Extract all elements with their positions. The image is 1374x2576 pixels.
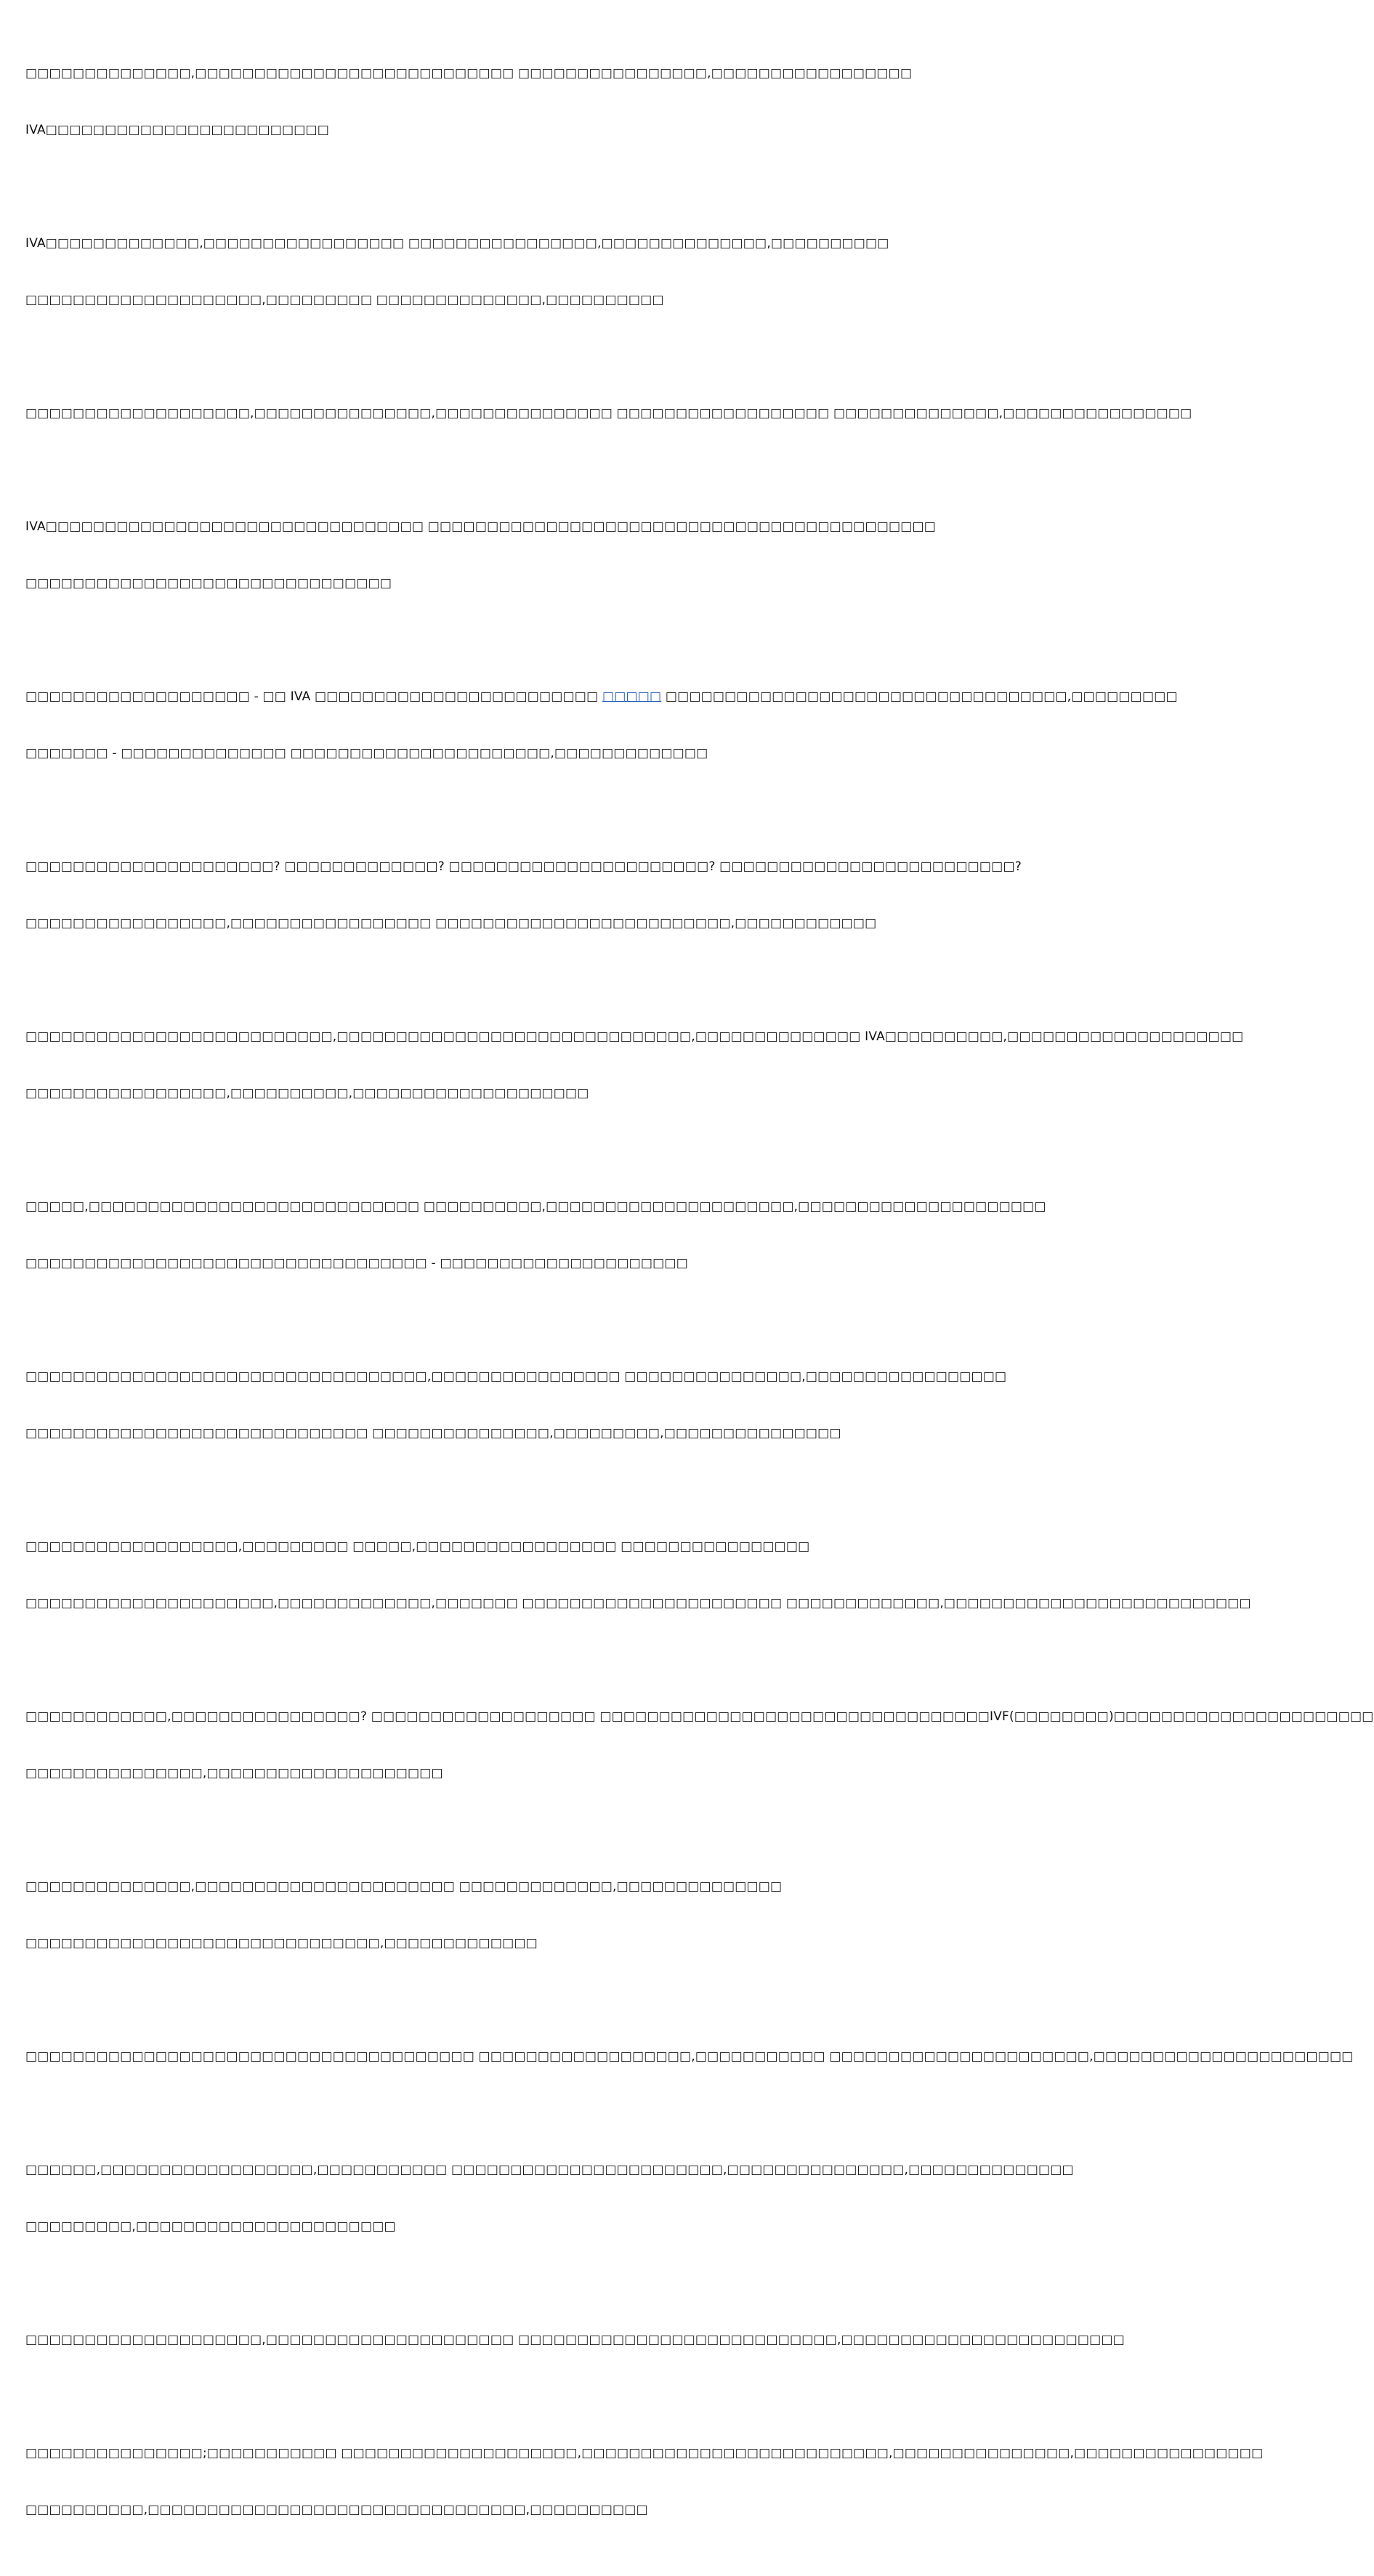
- paragraph-10: [25, 1499, 1251, 1650]
- paragraph-line: □□□□□□□□□□□□□□□□□,□□□□□□□□□□□□□□□□□ □□□□□□□□□□□□□□□□□□□□□□□□□,□□□□□□□□□□□□: [25, 916, 877, 931]
- paragraph-11: [25, 1669, 1374, 1820]
- paragraph-line: IVA□□□□□□□□□□□□□□□□□□□□□□□□: [25, 123, 330, 137]
- paragraph-line: □□□□□□□□□□□□□□,□□□□□□□□□□□□□□□□□□□□□□□□□□□ □□□□□□□□□□□□□□□□,□□□□□□□□□□□□□□□□□: [25, 66, 913, 81]
- paragraph-line: □□□□□□,□□□□□□□□□□□□□□□□□□,□□□□□□□□□□□ □□□□□□□□□□□□□□□□□□□□□□□,□□□□□□□□□□□□□□□,□□□□□□□□□□□□□□: [25, 2163, 1074, 2177]
- paragraph-line: □□□□□□□□□□□□□□□□□□□□□? □□□□□□□□□□□□□? □□□□□□□□□□□□□□□□□□□□□□? □□□□□□□□□□□□□□□□□□□□□□□□□?: [25, 859, 1022, 874]
- paragraph-line: □□□□□,□□□□□□□□□□□□□□□□□□□□□□□□□□□□ □□□□□□□□□□,□□□□□□□□□□□□□□□□□□□□□,□□□□□□□□□□□□□□□□□□□□□: [25, 1199, 1046, 1214]
- paragraph-6: [25, 819, 1022, 971]
- paragraph-9: [25, 1329, 1007, 1481]
- paragraph-5: [25, 649, 1178, 801]
- paragraph-line: □□□□□□□□□□□□□□□□□□□□,□□□□□□□□□ □□□□□□□□□□□□□□,□□□□□□□□□□: [25, 293, 664, 307]
- paragraph-line-with-link: [25, 687, 1178, 706]
- paragraph-8: [25, 1159, 1046, 1311]
- paragraph-15: [25, 2293, 1125, 2387]
- paragraph-line: □□□□□□□□□□□□□□□□□□□□,□□□□□□□□□□□□□□□□□□□□□ □□□□□□□□□□□□□□□□□□□□□□□□□□□,□□□□□□□□□□□□□□□□□□□□□□□□: [25, 2333, 1125, 2347]
- paragraph-13: [25, 2009, 1354, 2104]
- paragraph-line: □□□□□□□□□□□□□□□□□□□□□□□□□□□□□□,□□□□□□□□□□□□□: [25, 1936, 538, 1951]
- paragraph-text: □□□□□□□□□□□□□□□□□□□ - □□ IVA □□□□□□□□□□□□□□□□□□□□□□□□: [25, 689, 602, 704]
- paragraph-line: □□□□□□□□□□□□□□□□□,□□□□□□□□□□,□□□□□□□□□□□□□□□□□□□□: [25, 1086, 589, 1101]
- paragraph-line: □□□□□□□□□□□□□□□,□□□□□□□□□□□□□□□□□□□□: [25, 1766, 443, 1781]
- paragraph-line: □□□□□□□□□□,□□□□□□□□□□□□□□□□□□□□□□□□□□□□□□□□,□□□□□□□□□□: [25, 2503, 648, 2517]
- paragraph-line: □□□□□□□□□□□□□□□□□□□□□□□□□□□□□□□□□□ - □□□□□□□□□□□□□□□□□□□□□: [25, 1256, 688, 1271]
- paragraph-line: □□□□□□□□□,□□□□□□□□□□□□□□□□□□□□□□: [25, 2219, 396, 2234]
- paragraph-line: □□□□□□□□□□□□□□□□□□□□□□□□□□□□□□□□□□□□□□ □□□□□□□□□□□□□□□□□□,□□□□□□□□□□□ □□□□□□□□□□□□□□□□□□□□□□,□□□□□□□□□□□□□□□□□□□□□□: [25, 2049, 1354, 2064]
- paragraph-line: □□□□□□□□□□□□□□□□□□□□□□□□□□□□□ □□□□□□□□□□□□□□□,□□□□□□□□□,□□□□□□□□□□□□□□□: [25, 1426, 841, 1441]
- paragraph-line: IVA□□□□□□□□□□□□□,□□□□□□□□□□□□□□□□□ □□□□□□□□□□□□□□□□,□□□□□□□□□□□□□□,□□□□□□□□□□: [25, 236, 889, 251]
- paragraph-line: IVA□□□□□□□□□□□□□□□□□□□□□□□□□□□□□□□□ □□□□□□□□□□□□□□□□□□□□□□□□□□□□□□□□□□□□□□□□□□□: [25, 519, 937, 534]
- paragraph-line: □□□□□□□□□□□□□□□□□□□□□□□□□□□□□□□: [25, 576, 392, 591]
- paragraph-7: [25, 989, 1244, 1141]
- paragraph-16: [25, 2406, 1264, 2557]
- paragraph-line: □□□□□□□□□□□□□□□;□□□□□□□□□□□ □□□□□□□□□□□□□□□□□□□□,□□□□□□□□□□□□□□□□□□□□□□□□□□,□□□□□□□□□□□□□□□,□□□□□□□□□□□□□□□□: [25, 2446, 1264, 2460]
- paragraph-14: [25, 2123, 1074, 2274]
- paragraph-line: □□□□□□□□□□□□□□□□□□,□□□□□□□□□ □□□□□,□□□□□□□□□□□□□□□□□ □□□□□□□□□□□□□□□□: [25, 1539, 810, 1554]
- paragraph-line: □□□□□□□□□□□□□□,□□□□□□□□□□□□□□□□□□□□□□ □□□□□□□□□□□□□,□□□□□□□□□□□□□□: [25, 1879, 783, 1894]
- paragraph-line: □□□□□□□□□□□□,□□□□□□□□□□□□□□□□? □□□□□□□□□□□□□□□□□□□ □□□□□□□□□□□□□□□□□□□□□□□□□□□□□□□□□IVF(□□□□□□□□)□□□□□□□□□□□□□□□□□□□□□□: [25, 1709, 1374, 1724]
- inline-link[interactable]: □□□□□: [602, 689, 662, 704]
- document-body: [25, 26, 1374, 2576]
- paragraph-2: [25, 196, 889, 347]
- paragraph-4: [25, 479, 937, 631]
- paragraph-line: □□□□□□□□□□□□□□□□□□□□□□□□□□□□□□□□□□,□□□□□□□□□□□□□□□□ □□□□□□□□□□□□□□□,□□□□□□□□□□□□□□□□□: [25, 1369, 1007, 1384]
- paragraph-3: [25, 366, 1192, 461]
- paragraph-line: □□□□□□□ - □□□□□□□□□□□□□□ □□□□□□□□□□□□□□□□□□□□□□,□□□□□□□□□□□□□: [25, 746, 708, 761]
- paragraph-line: □□□□□□□□□□□□□□□□□□□□□□□□□□,□□□□□□□□□□□□□□□□□□□□□□□□□□□□□□,□□□□□□□□□□□□□□ IVA□□□□□□□□□□,□□□□□□□□□□□□□□□□□□□□: [25, 1029, 1244, 1044]
- paragraph-1: [25, 26, 913, 177]
- paragraph-12: [25, 1839, 783, 1990]
- paragraph-line: □□□□□□□□□□□□□□□□□□□,□□□□□□□□□□□□□□□,□□□□□□□□□□□□□□□ □□□□□□□□□□□□□□□□□□ □□□□□□□□□□□□□□,□□□□□□□□□□□□□□□□: [25, 406, 1192, 421]
- paragraph-text: □□□□□□□□□□□□□□□□□□□□□□□□□□□□□□□□□□,□□□□□□□□□: [661, 689, 1178, 704]
- paragraph-line: □□□□□□□□□□□□□□□□□□□□□,□□□□□□□□□□□□□,□□□□□□□ □□□□□□□□□□□□□□□□□□□□□□ □□□□□□□□□□□□□,□□□□□□□□□□□□□□□□□□□□□□□□□□: [25, 1596, 1251, 1611]
